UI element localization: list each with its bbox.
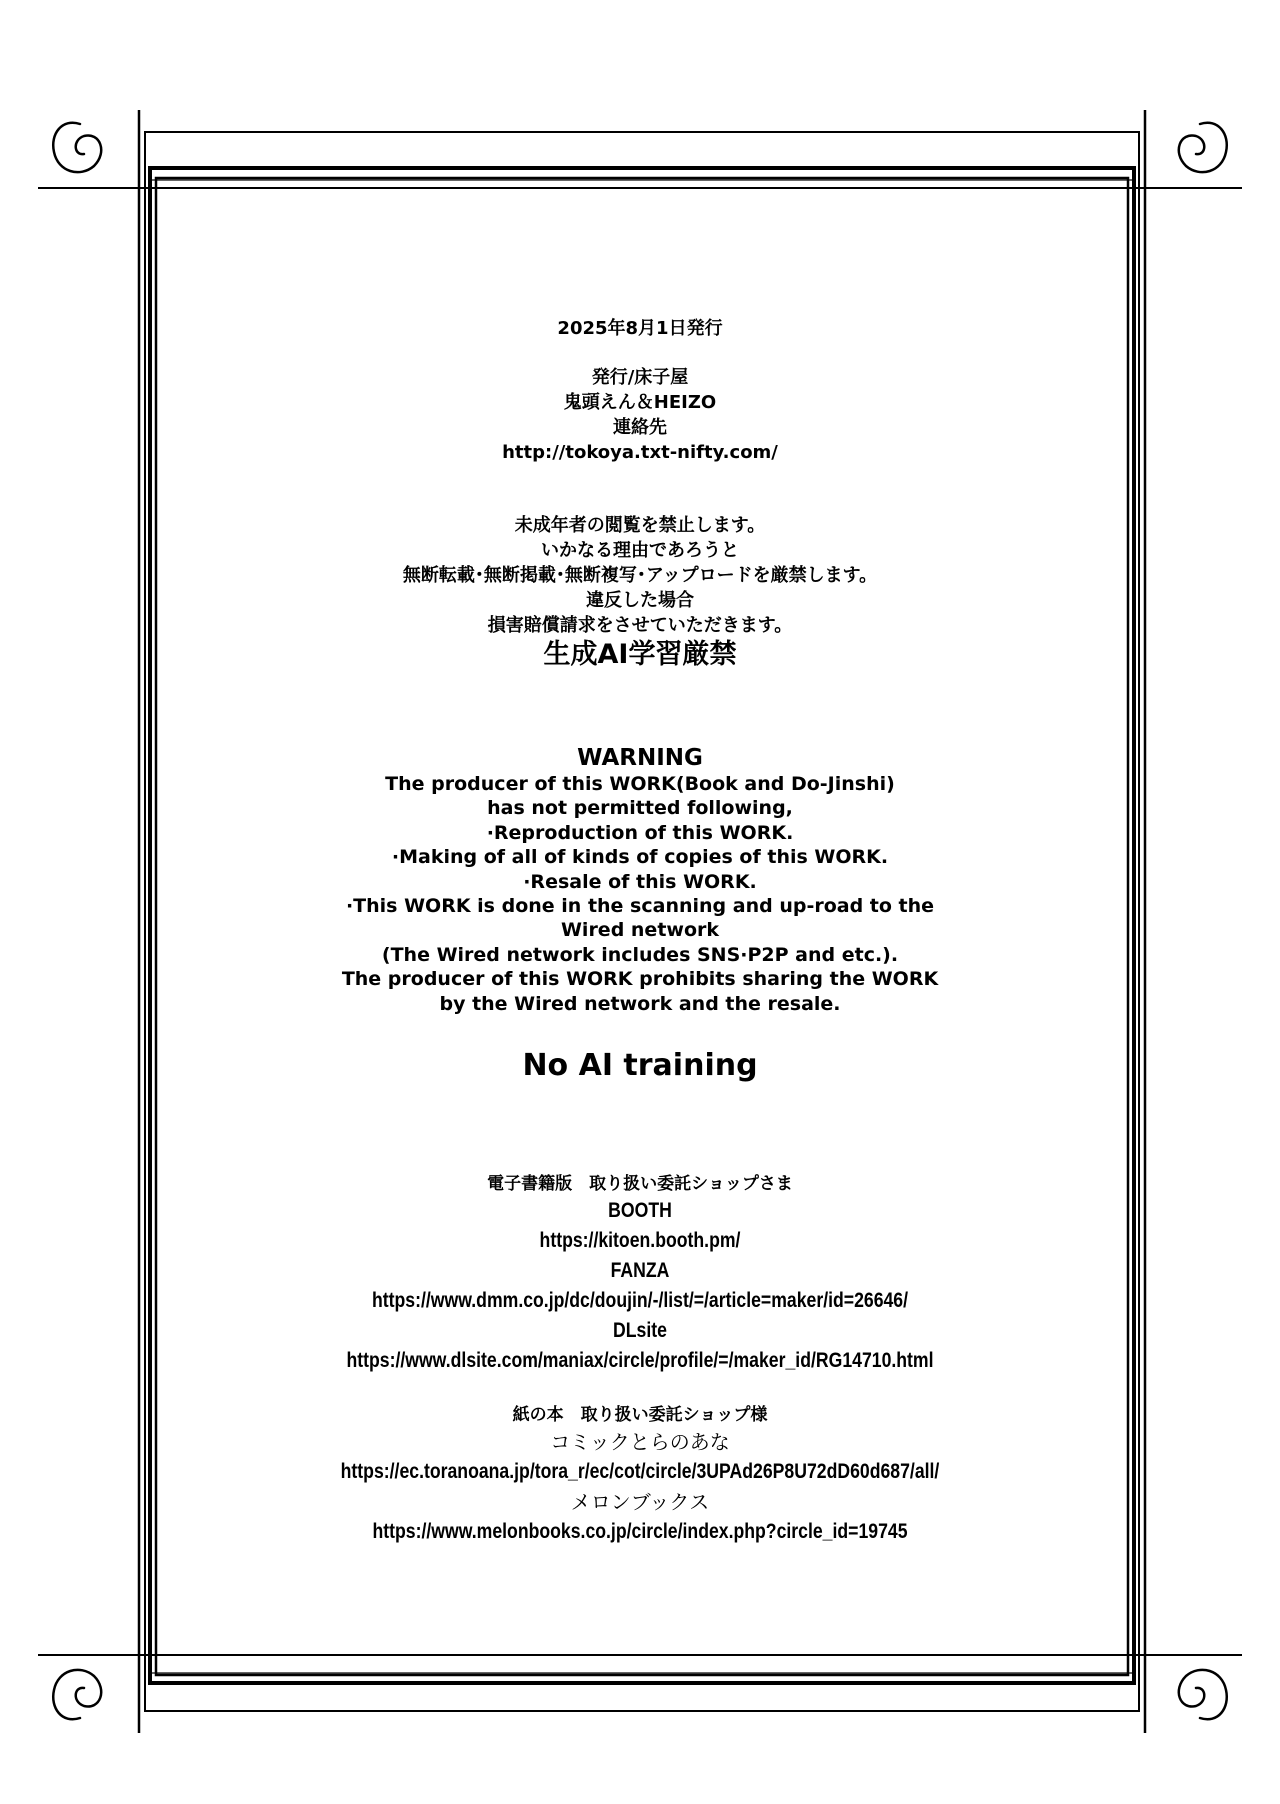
notice-line: 損害賠償請求をさせていただきます。 bbox=[487, 615, 793, 636]
shop-name: DLsite bbox=[613, 1319, 667, 1342]
shop-url[interactable]: https://www.dlsite.com/maniax/circle/profile/=/maker_id/RG14710.html bbox=[346, 1349, 934, 1372]
contact-url: http://tokoya.txt-nifty.com/ bbox=[502, 442, 778, 463]
warning-line: (The Wired network includes SNS·P2P and etc.). bbox=[381, 943, 899, 966]
notice-line: 無断転載･無断掲載･無断複写･アップロードを厳禁します。 bbox=[402, 565, 878, 586]
authors: 鬼頭えん＆HEIZO bbox=[563, 392, 717, 413]
paper-shops-heading: 紙の本 取り扱い委託ショップ様 bbox=[512, 1405, 768, 1425]
shop-name: コミックとらのあな bbox=[550, 1430, 730, 1454]
shop-url[interactable]: https://ec.toranoana.jp/tora_r/ec/cot/circle/3UPAd26P8U72dD60d687/all/ bbox=[340, 1460, 940, 1483]
ai-ban-heading: 生成AI学習厳禁 bbox=[543, 639, 737, 670]
notice-line: 違反した場合 bbox=[586, 590, 694, 611]
publisher: 発行/床子屋 bbox=[591, 367, 689, 388]
shop-name: BOOTH bbox=[608, 1199, 672, 1222]
shop-name: FANZA bbox=[610, 1259, 670, 1282]
notice-line: いかなる理由であろうと bbox=[541, 540, 739, 561]
no-ai-block bbox=[150, 1048, 1130, 1084]
warning-line: ·Reproduction of this WORK. bbox=[486, 821, 794, 844]
shop-url[interactable]: https://kitoen.booth.pm/ bbox=[539, 1229, 741, 1252]
colophon bbox=[150, 316, 1130, 341]
warning-title: WARNING bbox=[577, 745, 703, 771]
paper-shops bbox=[150, 1403, 1130, 1547]
shop-url[interactable]: https://www.dmm.co.jp/dc/doujin/-/list/=/article=maker/id=26646/ bbox=[371, 1289, 909, 1312]
english-warning bbox=[150, 745, 1130, 1016]
corner-scroll-top-right-icon bbox=[1179, 123, 1227, 172]
japanese-notice bbox=[150, 513, 1130, 672]
corner-scroll-top-left-icon bbox=[53, 123, 101, 172]
no-ai-heading: No AI training bbox=[522, 1048, 758, 1083]
corner-scroll-bottom-left-icon bbox=[53, 1670, 101, 1719]
warning-line: ·Resale of this WORK. bbox=[523, 870, 757, 893]
warning-line: The producer of this WORK prohibits sharing the WORK bbox=[341, 968, 939, 991]
warning-line: by the Wired network and the resale. bbox=[439, 992, 841, 1015]
publish-date: 2025年8月1日発行 bbox=[557, 318, 723, 339]
notice-line: 未成年者の閲覧を禁止します。 bbox=[514, 515, 766, 536]
contact-label: 連絡先 bbox=[613, 417, 667, 438]
publisher-block bbox=[150, 365, 1130, 465]
corner-scroll-bottom-right-icon bbox=[1179, 1670, 1227, 1719]
digital-shops bbox=[150, 1172, 1130, 1376]
shop-url[interactable]: https://www.melonbooks.co.jp/circle/index.php?circle_id=19745 bbox=[372, 1520, 908, 1543]
digital-shops-heading: 電子書籍版 取り扱い委託ショップさま bbox=[487, 1174, 793, 1194]
warning-line: ·This WORK is done in the scanning and up-road to the bbox=[345, 895, 935, 918]
warning-line: has not permitted following, bbox=[487, 797, 793, 820]
warning-line: ·Making of all of kinds of copies of this WORK. bbox=[391, 846, 889, 869]
warning-line: The producer of this WORK(Book and Do-Jinshi) bbox=[385, 773, 895, 795]
shop-name: メロンブックス bbox=[570, 1490, 710, 1514]
warning-line: Wired network bbox=[560, 919, 720, 942]
